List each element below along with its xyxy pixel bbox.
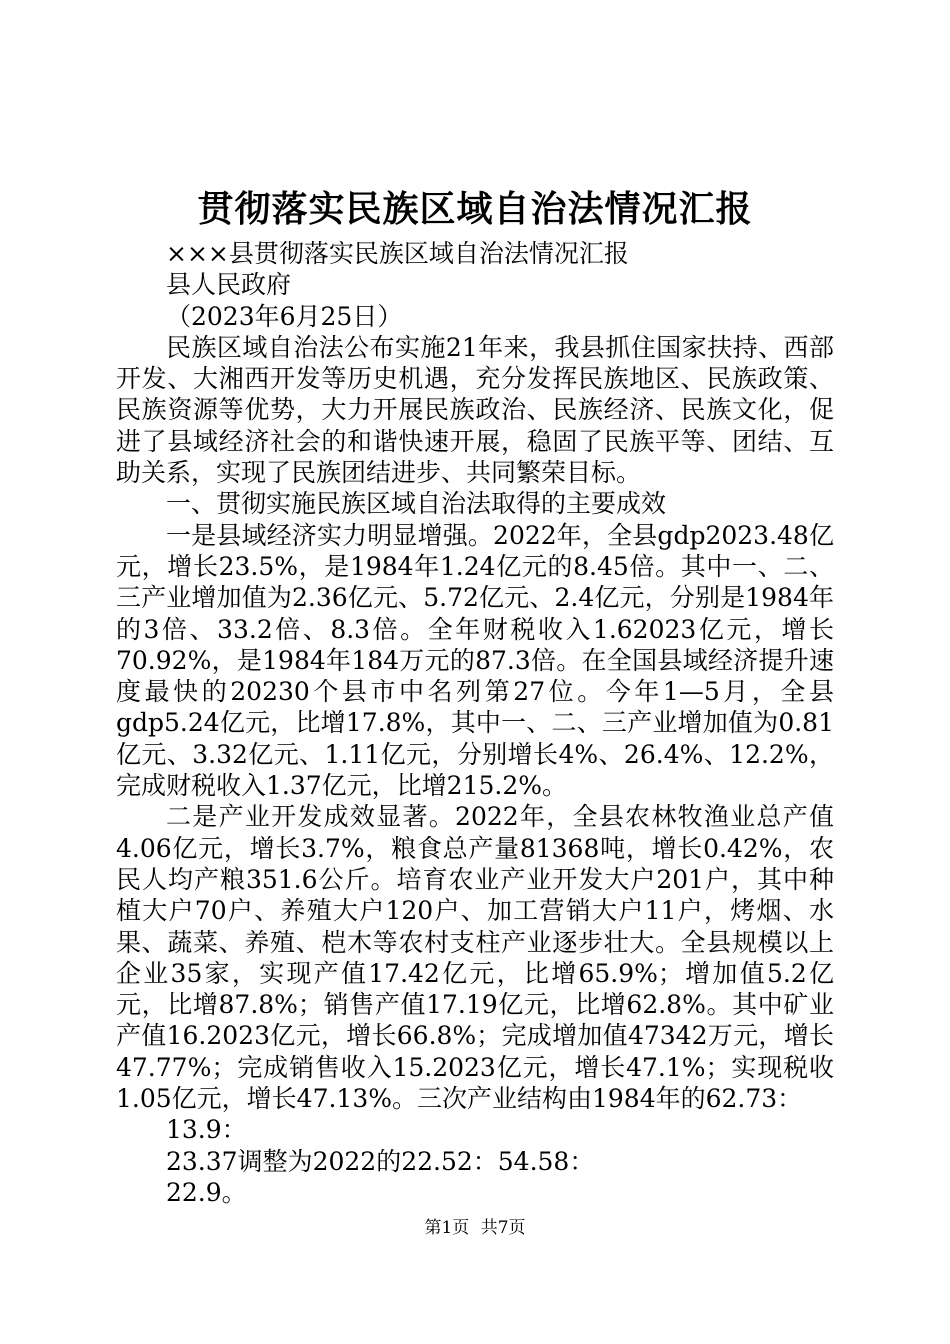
paragraph-economy: 一是县域经济实力明显增强。2022年，全县gdp2023.48亿元，增长23.5%，是1984年1.24亿元的8.45倍。其中一、二、三产业增加值为2.36亿元、5.72亿元、2.4亿元，分别是1984年的3倍、33.2倍、8.3倍。全年财税收入1.62023亿元，增长70.92%，是1984年184万元的87.3倍。在全国县域经济提升速度最快的20230个县市中名列第27位。今年1—5月，全县gdp5.24亿元，比增17.8%，其中一、二、三产业增加值为0.81亿元、3.32亿元、1.11亿元，分别增长4%、26.4%、12.2%，完成财税收入1.37亿元，比增215.2%。 [116,520,835,801]
author-line: 县人民政府 [166,270,292,300]
paragraph-intro: 民族区域自治法公布实施21年来，我县抓住国家扶持、西部开发、大湘西开发等历史机遇，充分发挥民族地区、民族政策、民族资源等优势，大力开展民族政治、民族经济、民族文化，促进了县域经济社会的和谐快速开展，稳固了民族平等、团结、互助关系，实现了民族团结进步、共同繁荣目标。 [116,332,834,488]
page-number: 第1页 [424,1218,470,1238]
ratio-line-2: 23.37调整为2022的22.52：54.58： [166,1146,595,1176]
subtitle-line: ×××县贯彻落实民族区域自治法情况汇报 [166,239,629,268]
page-footer [0,1216,950,1240]
date-line: （2023年6月25日） [166,301,403,331]
paragraph-industry: 二是产业开发成效显著。2022年，全县农林牧渔业总产值4.06亿元，增长3.7%，粮食总产量81368吨，增长0.42%，农民人均产粮351.6公斤。培育农业产业开发大户201户，其中种植大户70户、养殖大户120户、加工营销大户11户，烤烟、水果、蔬菜、养殖、桤木等农村支柱产业逐步壮大。全县规模以上企业35家，实现产值17.42亿元，比增65.9%；增加值5.2亿元，比增87.8%；销售产值17.19亿元，比增62.8%。其中矿业产值16.2023亿元，增长66.8%；完成增加值47342万元，增长47.77%；完成销售收入15.2023亿元，增长47.1%；实现税收1.05亿元，增长47.13%。三次产业结构由1984年的62.73： [116,802,834,1114]
document-title: 贯彻落实民族区域自治法情况汇报 [197,188,753,230]
page-total: 共7页 [480,1218,526,1238]
ratio-line-1: 13.9： [166,1115,247,1145]
document-body [116,238,834,1208]
section-heading: 一、贯彻实施民族区域自治法取得的主要成效 [166,489,667,519]
ratio-line-3: 22.9。 [166,1177,247,1207]
